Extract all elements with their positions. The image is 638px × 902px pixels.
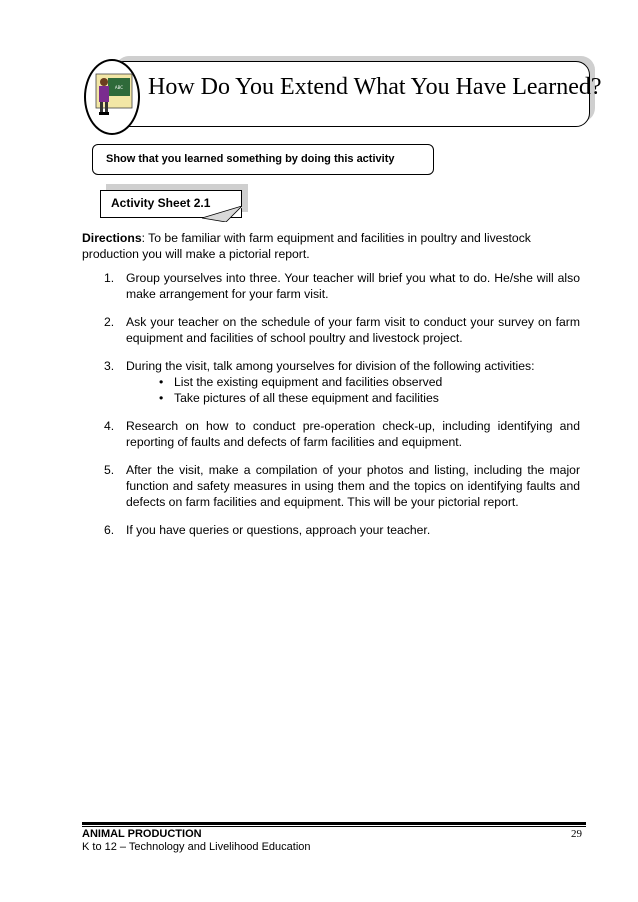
svg-text:ABC: ABC xyxy=(114,85,124,90)
directions-paragraph xyxy=(82,230,582,262)
step-number: 2. xyxy=(104,315,115,329)
activity-label: Activity Sheet 2.1 xyxy=(111,196,211,210)
step-text: Ask your teacher on the schedule of your farm visit to conduct your survey on farm equipment and facilities of school poultry and livestock project. xyxy=(126,315,580,345)
list-item xyxy=(82,358,580,406)
step-number: 5. xyxy=(104,463,115,477)
page-number: 29 xyxy=(571,828,582,840)
step-text: Group yourselves into three. Your teacher will brief you what to do. He/she will also make arrangement for your farm visit. xyxy=(126,271,580,301)
step-number: 6. xyxy=(104,523,115,537)
footer-subtitle: K to 12 – Technology and Livelihood Education xyxy=(82,841,311,853)
sub-bullet-list xyxy=(126,374,580,406)
directions-text: : To be familiar with farm equipment and facilities in poultry and livestock production you will make a pictorial report. xyxy=(82,231,531,261)
footer-rule xyxy=(82,822,586,825)
step-number: 1. xyxy=(104,271,115,285)
footer-title: ANIMAL PRODUCTION xyxy=(82,828,202,840)
teacher-at-chalkboard-icon xyxy=(94,70,134,126)
list-item xyxy=(82,270,580,302)
bullet-item: • List the existing equipment and facilities observed xyxy=(126,374,580,390)
bullet-item: • Take pictures of all these equipment and facilities xyxy=(126,390,580,406)
instruction-text: Show that you learned something by doing this activity xyxy=(106,153,395,165)
footer-rule-thin xyxy=(82,826,586,827)
page-title: How Do You Extend What You Have Learned? xyxy=(148,74,602,100)
step-text: If you have queries or questions, approach your teacher. xyxy=(126,523,431,537)
list-item xyxy=(82,418,580,450)
step-number: 3. xyxy=(104,359,115,373)
step-number: 4. xyxy=(104,419,115,433)
step-text: Research on how to conduct pre-operation check-up, including identifying and reporting of faults and defects of farm facilities and equipment. xyxy=(126,419,580,449)
step-text: After the visit, make a compilation of your photos and listing, including the major function and safety measures in using them and the topics on identifying faults and defects on farm facilities and equipment. This will be your pictorial report. xyxy=(126,463,580,509)
list-item xyxy=(82,314,580,346)
directions-label: Directions xyxy=(82,231,142,245)
steps-list xyxy=(82,270,580,550)
list-item xyxy=(82,522,580,538)
list-item xyxy=(82,462,580,510)
step-text: During the visit, talk among yourselves for division of the following activities: xyxy=(126,359,535,373)
